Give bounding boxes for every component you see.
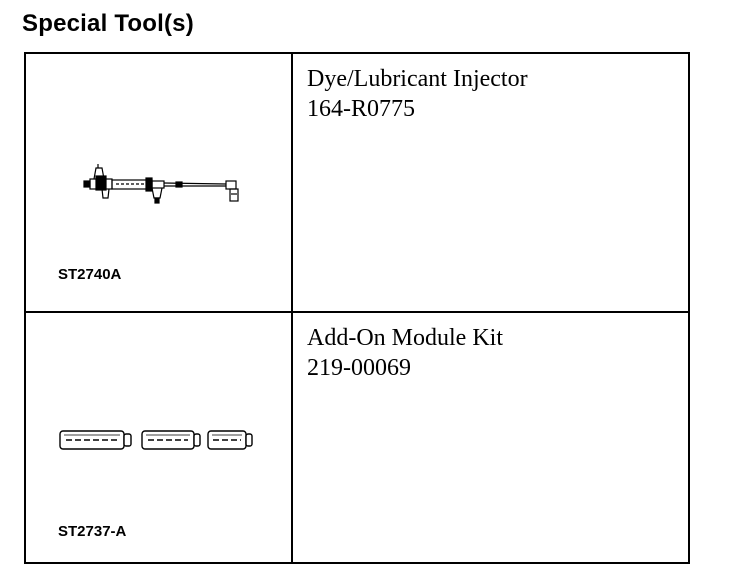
page-title: Special Tool(s) [22,10,194,37]
tool-name: Dye/Lubricant Injector [307,66,528,92]
module-cylinders-icon [56,421,266,461]
tool-code: ST2737-A [58,523,127,540]
tool-image-cell [26,54,293,311]
tool-name: Add-On Module Kit [307,325,503,351]
tool-description-cell [293,54,688,311]
tool-row [26,311,688,564]
tool-code: ST2740A [58,266,122,283]
tool-part-number: 219-00069 [307,355,411,381]
tool-image-cell [26,313,293,564]
tool-description-cell [293,313,688,564]
tool-part-number: 164-R0775 [307,96,415,122]
tool-row [26,54,688,311]
special-tools-table [24,52,690,564]
injector-gun-icon [76,154,246,214]
